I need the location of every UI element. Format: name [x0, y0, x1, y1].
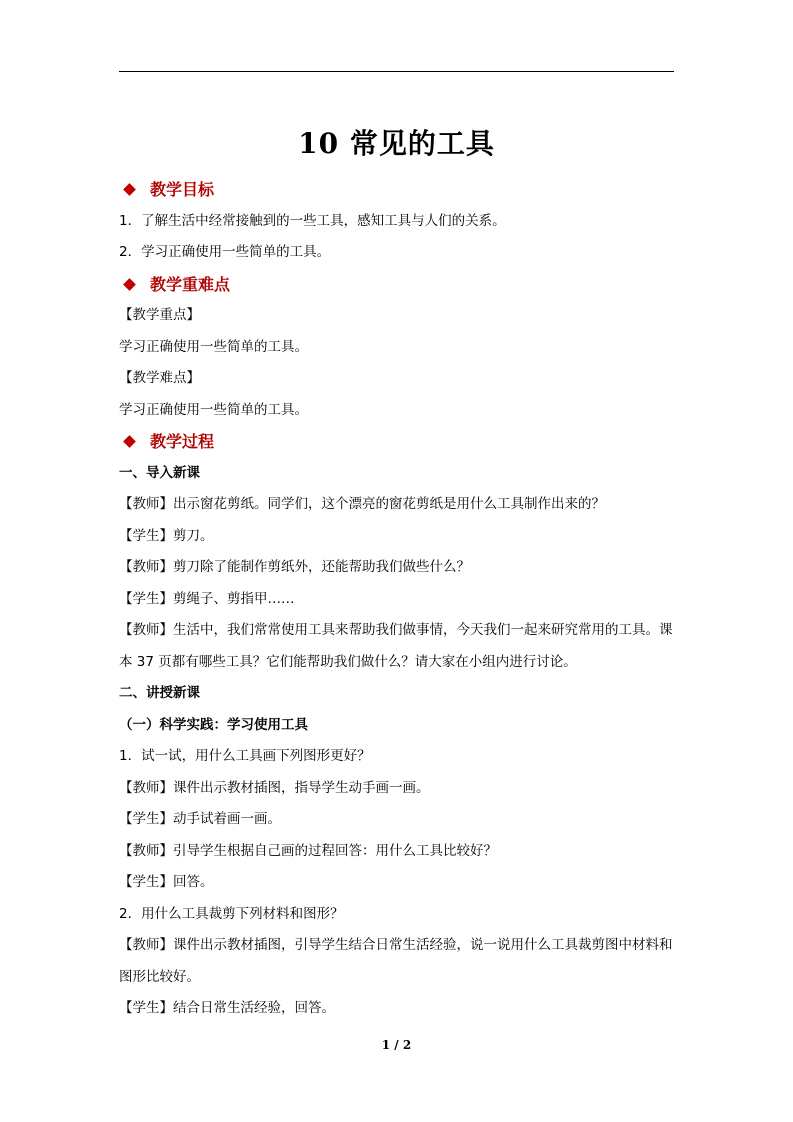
- paragraph: 【教师】引导学生根据自己画的过程回答：用什么工具比较好？: [119, 842, 497, 859]
- diamond-bullet-icon: [123, 435, 136, 448]
- paragraph: 【学生】剪刀。: [119, 527, 214, 544]
- paragraph: 【教师】课件出示教材插图，指导学生动手画一画。: [119, 779, 430, 796]
- paragraph: 2．用什么工具裁剪下列材料和图形？: [119, 905, 344, 922]
- paragraph: 【教师】生活中，我们常常使用工具来帮助我们做事情，今天我们一起来研究常用的工具。课本 37 页都有哪些工具？它们能帮助我们做什么？请大家在小组内进行讨论。: [119, 622, 673, 670]
- subheading: 一、导入新课: [119, 464, 200, 481]
- section-heading-label: 教学重难点: [150, 274, 231, 294]
- paragraph: 1．了解生活中经常接触到的一些工具，感知工具与人们的关系。: [119, 212, 506, 229]
- paragraph: 【教师】出示窗花剪纸。同学们，这个漂亮的窗花剪纸是用什么工具制作出来的？: [119, 496, 605, 512]
- section-heading-label: 教学目标: [150, 180, 215, 199]
- paragraph: 1．试一试，用什么工具画下列图形更好？: [119, 748, 371, 764]
- diamond-bullet-icon: [123, 278, 136, 291]
- section-heading-label: 教学过程: [150, 432, 215, 451]
- paragraph: 【学生】动手试着画一画。: [119, 811, 281, 827]
- page-title: 10 常见的工具: [298, 127, 495, 160]
- paragraph: 学习正确使用一些简单的工具。: [119, 338, 308, 355]
- header-rule: [119, 71, 674, 72]
- paragraph: 【教学重点】: [119, 307, 200, 323]
- paragraph: 【学生】回答。: [119, 874, 214, 890]
- diamond-bullet-icon: [123, 183, 136, 196]
- subheading: （一）科学实践：学习使用工具: [119, 716, 308, 733]
- paragraph: 【教师】剪刀除了能制作剪纸外，还能帮助我们做些什么？: [119, 559, 470, 575]
- section-heading-key-points: [119, 269, 677, 301]
- paragraph: 【学生】结合日常生活经验，回答。: [119, 1000, 335, 1016]
- paragraph: 【教师】课件出示教材插图，引导学生结合日常生活经验，说一说用什么工具裁剪图中材料和图形比较好。: [119, 937, 673, 985]
- page-number: 1 / 2: [381, 1038, 412, 1052]
- paragraph: 2．学习正确使用一些简单的工具。: [119, 244, 331, 260]
- section-heading-goals: [119, 174, 677, 206]
- paragraph: 学习正确使用一些简单的工具。: [119, 401, 308, 418]
- paragraph: 【学生】剪绳子、剪指甲……: [119, 590, 295, 607]
- section-heading-process: [119, 426, 677, 458]
- document-body: [119, 174, 677, 1025]
- subheading: 二、讲授新课: [119, 685, 200, 701]
- paragraph: 【教学难点】: [119, 370, 200, 386]
